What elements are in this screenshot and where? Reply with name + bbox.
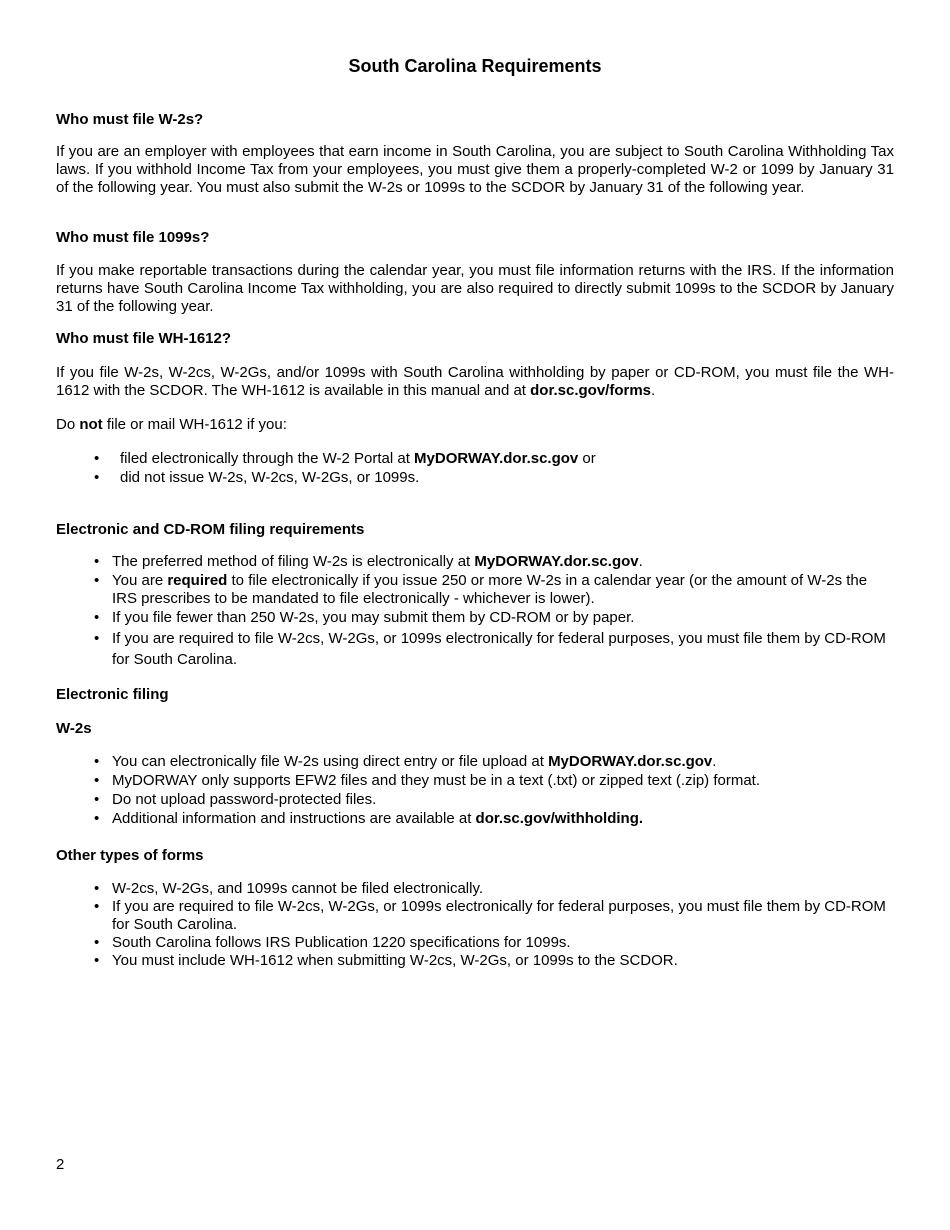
- list-item-text: Additional information and instructions are available at: [112, 810, 476, 827]
- do-not-file-line: [56, 416, 894, 434]
- other-forms-list: [94, 880, 894, 970]
- bullet-dot: •: [94, 753, 100, 770]
- heading-wh1612: Who must file WH-1612?: [56, 330, 232, 347]
- page-number: 2: [56, 1156, 65, 1173]
- do-not-post: file or mail WH-1612 if you:: [102, 416, 287, 433]
- do-not-emphasis: not: [79, 416, 103, 433]
- list-item-text: W-2cs, W-2Gs, and 1099s cannot be filed electronically.: [112, 880, 484, 897]
- list-item-text-end: to file electronically if you issue 250 or more W-2s in a calendar year (or the amount of W-2s the IRS prescribes to be mandated to file electronically - whichever is lower).: [112, 572, 868, 607]
- bullet-dot: •: [94, 880, 100, 897]
- list-item: [94, 469, 890, 487]
- list-item: [94, 450, 890, 468]
- list-item: [94, 810, 894, 828]
- list-item-text: Do not upload password-protected files.: [112, 791, 377, 808]
- paragraph-1099: If you make reportable transactions during the calendar year, you must file information returns with the IRS. If the information returns have South Carolina Income Tax withholding, you are also required to directly submit 1099s to the SCDOR by January 31 of the following year.: [56, 262, 894, 315]
- bullet-dot: •: [94, 810, 100, 827]
- list-item-text: If you are required to file W-2cs, W-2Gs, or 1099s electronically for federal purposes, you must file them by CD-ROM for South Carolina.: [112, 898, 886, 933]
- electronic-filing-list: [94, 753, 894, 828]
- list-item: [94, 898, 894, 934]
- required-emphasis: required: [167, 572, 228, 589]
- electronic-cdrom-list: [94, 553, 894, 670]
- heading-w2: Who must file W-2s?: [56, 111, 204, 128]
- document-page: [56, 0, 894, 1230]
- list-item-text-end: .: [712, 753, 717, 770]
- link-mydorway[interactable]: MyDORWAY.dor.sc.gov: [414, 450, 579, 467]
- paragraph-wh1612-text: If you file W-2s, W-2cs, W-2Gs, and/or 1099s with South Carolina withholding by paper or CD-ROM, you must file the WH-1612 with the SCDOR. The WH-1612 is available in this manual and at: [56, 364, 894, 399]
- bullet-dot: •: [94, 772, 100, 789]
- list-item-text: The preferred method of filing W-2s is electronically at: [112, 553, 475, 570]
- link-forms[interactable]: dor.sc.gov/forms: [530, 382, 652, 399]
- list-item: [94, 934, 894, 952]
- bullet-dot: •: [94, 630, 100, 647]
- list-item: [94, 628, 894, 670]
- subheading-w2s: W-2s: [56, 720, 92, 737]
- bullet-dot: •: [94, 609, 100, 626]
- list-item-text-end: .: [638, 553, 643, 570]
- list-item-text: You must include WH-1612 when submitting W-2cs, W-2Gs, or 1099s to the SCDOR.: [112, 952, 678, 969]
- list-item: [94, 880, 894, 898]
- list-item: [94, 753, 894, 771]
- list-item-text: MyDORWAY only supports EFW2 files and they must be in a text (.txt) or zipped text (.zip) format.: [112, 772, 761, 789]
- list-item-text: filed electronically through the W-2 Portal at: [120, 450, 415, 467]
- paragraph-w2: If you are an employer with employees that earn income in South Carolina, you are subject to South Carolina Withholding Tax laws. If you withhold Income Tax from your employees, you must give them a properly-completed W-2 or 1099 by January 31 of the following year. You must also submit the W-2s or 1099s to the SCDOR by January 31 of the following year.: [56, 143, 894, 196]
- list-item: [94, 609, 894, 627]
- list-item: [94, 572, 894, 608]
- heading-electronic-filing: Electronic filing: [56, 686, 169, 703]
- link-mydorway[interactable]: MyDORWAY.dor.sc.gov: [474, 553, 639, 570]
- bullet-dot: •: [94, 952, 100, 969]
- list-item-text: South Carolina follows IRS Publication 1220 specifications for 1099s.: [112, 934, 571, 951]
- bullet-dot: •: [94, 469, 100, 486]
- bullet-dot: •: [94, 791, 100, 808]
- bullet-dot: •: [94, 553, 100, 570]
- paragraph-wh1612-end: .: [651, 382, 656, 399]
- bullet-dot: •: [94, 450, 100, 467]
- bullet-dot: •: [94, 934, 100, 951]
- wh1612-exemption-list: [94, 450, 890, 487]
- page-title: South Carolina Requirements: [348, 56, 602, 76]
- do-not-pre: Do: [56, 416, 80, 433]
- list-item-text: You are: [112, 572, 168, 589]
- list-item: [94, 553, 894, 571]
- link-mydorway[interactable]: MyDORWAY.dor.sc.gov: [548, 753, 713, 770]
- list-item-text: You can electronically file W-2s using direct entry or file upload at: [112, 753, 549, 770]
- list-item-text: If you file fewer than 250 W-2s, you may submit them by CD-ROM or by paper.: [112, 609, 635, 626]
- list-item-text: did not issue W-2s, W-2cs, W-2Gs, or 1099s.: [120, 469, 420, 486]
- heading-1099: Who must file 1099s?: [56, 229, 210, 246]
- heading-other-forms: Other types of forms: [56, 847, 204, 864]
- list-item: [94, 791, 894, 809]
- heading-electronic-cdrom: Electronic and CD-ROM filing requirements: [56, 521, 365, 538]
- list-item: [94, 772, 894, 790]
- paragraph-wh1612: [56, 364, 894, 400]
- bullet-dot: •: [94, 898, 100, 915]
- bullet-dot: •: [94, 572, 100, 589]
- list-item: [94, 952, 894, 970]
- list-item-text-end: or: [578, 450, 596, 467]
- list-item-text: If you are required to file W-2cs, W-2Gs, or 1099s electronically for federal purposes, you must file them by CD-ROM for South Carolina.: [112, 630, 886, 668]
- link-withholding[interactable]: dor.sc.gov/withholding.: [475, 810, 644, 827]
